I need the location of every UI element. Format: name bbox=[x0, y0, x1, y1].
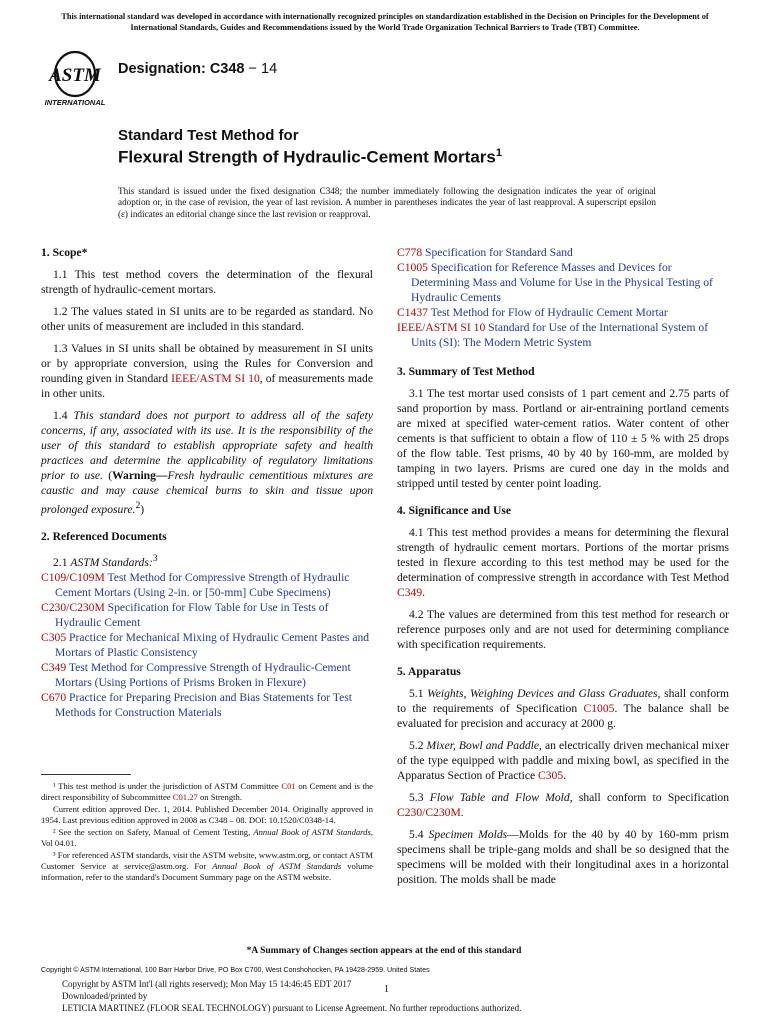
ref-item bbox=[41, 660, 373, 690]
section-summary-heading: 3. Summary of Test Method bbox=[397, 365, 535, 378]
ref-item bbox=[397, 305, 729, 320]
ref-title-link[interactable]: Specification for Standard Sand bbox=[422, 246, 573, 259]
para-1-4-safety: This standard does not purport to address all of the safety concerns, if any, associated with its use. It is the responsibility of the user of this standard to establish appropriate safety and health practices and determine the applicability of regulatory limitations prior to use. bbox=[41, 409, 374, 482]
ref-item bbox=[41, 690, 373, 720]
ref-title-link[interactable]: Test Method for Flow of Hydraulic Cement Mortar bbox=[427, 306, 668, 319]
ref-code-link[interactable]: IEEE/ASTM SI 10 bbox=[397, 321, 486, 334]
para-5-1-end: . The balance shall be evaluated for precision and accuracy at 2000 g. bbox=[397, 702, 729, 730]
fn1-text3: on Strength. bbox=[197, 792, 242, 802]
ref-item bbox=[397, 260, 729, 305]
c349-link[interactable]: C349 bbox=[397, 586, 423, 599]
para-2-1 bbox=[41, 551, 373, 570]
designation-edition: − 14 bbox=[244, 61, 278, 77]
ref-title-link[interactable]: Practice for Mechanical Mixing of Hydraulic Cement Pastes and Mortars of Plastic Consistency bbox=[55, 630, 370, 659]
summary-of-changes-note: *A Summary of Changes section appears at the end of this standard bbox=[246, 946, 522, 956]
title-line1: Standard Test Method for bbox=[118, 127, 299, 144]
ref-title-link[interactable]: Standard for Use of the International System of Units (SI): The Modern Metric System bbox=[411, 321, 709, 349]
section-scope-heading: 1. Scope* bbox=[41, 246, 88, 259]
para-2-1-num: 2.1 bbox=[53, 555, 71, 569]
section-significance-heading: 4. Significance and Use bbox=[397, 504, 512, 517]
para-5-4-title: Specimen Molds bbox=[428, 828, 508, 841]
footnote-1-edition: Current edition approved Dec. 1, 2014. Published December 2014. Originally approved in 1954. Last previous edition approved in 2008 as C348 – 08. DOI: 10.1520/C0348-14. bbox=[41, 804, 373, 825]
para-5-1 bbox=[397, 686, 729, 731]
para-5-1-num: 5.1 bbox=[409, 687, 428, 700]
c1005-link[interactable]: C1005 bbox=[583, 702, 615, 715]
left-column bbox=[41, 245, 373, 720]
section-referenced-heading: 2. Referenced Documents bbox=[41, 529, 167, 543]
para-5-4-num: 5.4 bbox=[409, 828, 429, 841]
designation-label: Designation: C348 bbox=[118, 61, 245, 77]
designation bbox=[118, 61, 277, 77]
copyright-line: Copyright © ASTM International, 100 Barr Harbor Drive, PO Box C700, West Conshohocken, PA 19428-2959. United States bbox=[41, 966, 430, 974]
para-5-3-text: shall conform to Specification bbox=[572, 791, 730, 804]
ref-code-link[interactable]: C349 bbox=[41, 660, 67, 674]
para-1-4-num: 1.4 bbox=[53, 409, 74, 422]
para-5-2-text: an electrically driven mechanical mixer of the type equipped with paddle and mixing bowl, as specified in the Apparatus Section of Practice bbox=[397, 739, 730, 782]
para-5-4-text: —Molds for the 40 by 40 by 160-mm prism specimens shall be triple-gang molds and shall be so designed that the specimens will be molded with their longitudinal axes in a horizontal position. The molds shall be made bbox=[397, 828, 730, 886]
para-1-2: 1.2 The values stated in SI units are to be regarded as standard. No other units of measurement are included in this standard. bbox=[41, 305, 373, 333]
ref-item bbox=[41, 570, 373, 600]
footnote-ref-2: 2 bbox=[135, 500, 141, 511]
para-5-1-text: shall conform to the requirements of Specification bbox=[397, 687, 729, 715]
astm-logo bbox=[40, 50, 110, 108]
logo-letters: ASTM bbox=[49, 65, 101, 86]
ref-code-link[interactable]: C778 bbox=[397, 246, 423, 259]
c230-link[interactable]: C230/C230M bbox=[397, 806, 461, 819]
ref-code-link[interactable]: C1437 bbox=[397, 306, 428, 319]
fn1-text2: on Cement and is the direct responsibility of Subcommittee bbox=[41, 781, 373, 802]
para-1-1: 1.1 This test method covers the determination of the flexural strength of hydraulic-cement mortars. bbox=[41, 268, 373, 296]
subcommittee-link[interactable]: C01.27 bbox=[172, 792, 198, 802]
para-4-1-end: . bbox=[422, 586, 426, 599]
para-5-1-title: Weights, Weighing Devices and Glass Graduates, bbox=[427, 687, 661, 700]
para-4-1-text: 4.1 This test method provides a means for determining the flexural strength of hydraulic cement mortars. Portions of the mortar prisms tested in flexure according to this test method may be used for the determination of compressive strength in accordance with Test Method bbox=[397, 526, 729, 584]
astm-standards-label: ASTM Standards: bbox=[70, 555, 153, 569]
ref-title-link[interactable]: Test Method for Compressive Strength of Hydraulic-Cement Mortars (Using Portions of Prisms Broken in Flexure) bbox=[55, 660, 351, 689]
title-footnote-ref: 1 bbox=[495, 147, 502, 159]
para-3-1: 3.1 The test mortar used consists of 1 part cement and 2.75 parts of sand proportion by mass. Portland or air-entraining portland cements are mixed at specified water-cement ratios. Water content of other cements is that sufficient to obtain a flow of 110 ± 5 % with 25 drops of the flow table. Test prisms, 40 by 40 by 160-mm, are molded by tamping in two layers. Prisms are cured one day in the molds and stripped until tested by center point loading. bbox=[397, 387, 729, 490]
para-5-4 bbox=[397, 827, 729, 887]
para-5-3-num: 5.3 bbox=[409, 791, 430, 804]
right-column bbox=[397, 245, 729, 894]
warning-label: Warning— bbox=[112, 469, 168, 482]
para-5-3-title: Flow Table and Flow Mold, bbox=[429, 791, 573, 804]
ref-title-link[interactable]: Test Method for Compressive Strength of Hydraulic Cement Mortars (Using 2-in. or [50-mm] Cube Specimens) bbox=[55, 570, 350, 599]
footnotes bbox=[41, 781, 373, 884]
para-5-3-end: . bbox=[460, 806, 464, 819]
fn2-vol: , Vol 04.01. bbox=[41, 827, 373, 848]
footnote-1 bbox=[41, 781, 373, 803]
c305-link[interactable]: C305 bbox=[538, 769, 564, 782]
ref-item bbox=[397, 245, 729, 260]
ref-code-link[interactable]: C230/C230M bbox=[41, 600, 105, 614]
para-5-3 bbox=[397, 790, 729, 820]
download-line1: Copyright by ASTM Int'l (all rights reserved); Mon May 15 14:46:45 EDT 2017 bbox=[62, 979, 352, 989]
download-info bbox=[62, 978, 521, 1014]
ref-code-link[interactable]: C670 bbox=[41, 690, 67, 704]
ref-item bbox=[41, 600, 373, 630]
para-1-3 bbox=[41, 341, 373, 401]
para-5-2 bbox=[397, 738, 729, 783]
para-5-2-end: . bbox=[563, 769, 567, 782]
ref-title-link[interactable]: Specification for Reference Masses and Devices for Determining Mass and Volume for Use in the Physical Testing of Hydraulic Cements bbox=[411, 261, 713, 304]
fn1-text: ¹ This test method is under the jurisdiction of ASTM Committee bbox=[53, 781, 282, 791]
title-main: Flexural Strength of Hydraulic-Cement Mortars bbox=[118, 147, 496, 167]
section-apparatus-heading: 5. Apparatus bbox=[397, 665, 461, 678]
para-4-2: 4.2 The values are determined from this test method for research or reference purposes only and are not used for determining compliance with specification requirements. bbox=[397, 608, 729, 651]
ref-item bbox=[397, 320, 729, 350]
para-5-2-num: 5.2 bbox=[409, 739, 427, 752]
ref-title-link[interactable]: Specification for Flow Table for Use in Tests of Hydraulic Cement bbox=[55, 600, 329, 629]
para-1-3-end: , of measurements made in other units. bbox=[41, 372, 373, 400]
para-1-4-paren: ( bbox=[102, 469, 113, 482]
footnote-2 bbox=[41, 827, 373, 849]
para-5-2-title: Mixer, Bowl and Paddle, bbox=[426, 739, 542, 752]
fn2-text: ² See the section on Safety, Manual of Cement Testing, bbox=[53, 827, 254, 837]
fn3-book: Annual Book of ASTM Standards bbox=[212, 861, 342, 871]
download-line3: LETICIA MARTINEZ (FLOOR SEAL TECHNOLOGY) pursuant to License Agreement. No further reproductions authorized. bbox=[62, 1003, 522, 1013]
para-4-1 bbox=[397, 525, 729, 600]
page-number: 1 bbox=[384, 984, 389, 995]
ref-code-link[interactable]: C109/C109M bbox=[41, 570, 105, 584]
para-1-4-close: ) bbox=[140, 502, 145, 516]
logo-sub: INTERNATIONAL bbox=[44, 98, 106, 107]
issued-statement: This standard is issued under the fixed designation C348; the number immediately following the designation indicates the year of original adoption or, in the case of revision, the year of last revision. A number in parentheses indicates the year of last reapproval. A superscript epsilon (ε) indicates an editorial change since the last revision or reapproval. bbox=[118, 186, 656, 219]
para-1-4 bbox=[41, 408, 373, 517]
ref-code-link[interactable]: C305 bbox=[41, 630, 67, 644]
download-line2: Downloaded/printed by bbox=[62, 991, 148, 1001]
footnote-ref-3: 3 bbox=[152, 552, 158, 564]
warning-text: Fresh hydraulic cementitious mixtures are caustic and may cause chemical burns to skin and tissue upon prolonged exposure. bbox=[41, 469, 374, 516]
fn3-text: ³ For referenced ASTM standards, visit the ASTM website, www.astm.org, or contact ASTM Customer Service at service@astm.org. For bbox=[41, 850, 373, 871]
para-1-3-text: 1.3 Values in SI units shall be obtained by measurement in SI units or by appropriate conversion, using the Rules for Conversion and rounding given in Standard bbox=[41, 342, 373, 385]
ref-title-link[interactable]: Practice for Preparing Precision and Bias Statements for Test Methods for Construction Materials bbox=[55, 690, 352, 719]
footnote-divider bbox=[41, 774, 131, 775]
ieee-link[interactable]: IEEE/ASTM SI 10 bbox=[171, 372, 260, 385]
fn2-book: Annual Book of ASTM Standards bbox=[253, 827, 371, 837]
tbt-notice: This international standard was developed in accordance with internationally recognized principles on standardization established in the Decision on Principles for the Development of International Standards, Guides and Recommendations issued by the World Trade Organization Technical Barriers to Trade (TBT) Committee. bbox=[61, 12, 709, 32]
footnote-3 bbox=[41, 850, 373, 883]
fn3-end: volume information, refer to the standard's Document Summary page on the ASTM website. bbox=[41, 861, 373, 882]
ref-code-link[interactable]: C1005 bbox=[397, 261, 428, 274]
committee-link[interactable]: C01 bbox=[281, 781, 296, 791]
ref-item bbox=[41, 630, 373, 660]
title-line2 bbox=[118, 147, 502, 168]
